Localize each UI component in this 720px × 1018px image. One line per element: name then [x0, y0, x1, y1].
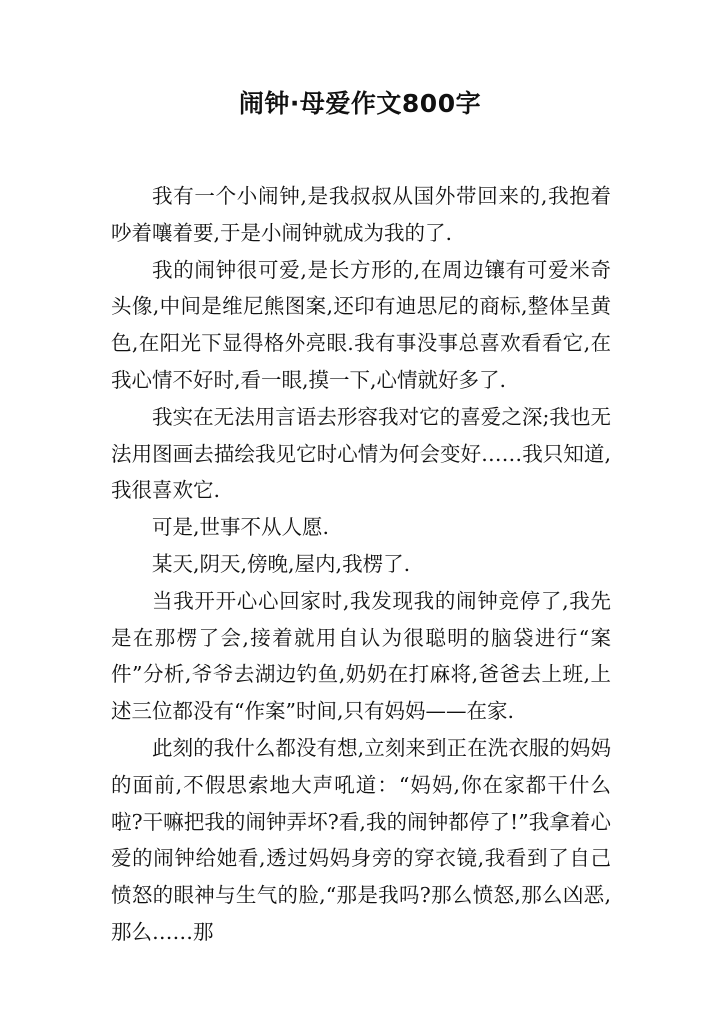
paragraph-7: 此刻的我什么都没有想,立刻来到正在洗衣服的妈妈的面前,不假思索地大声吼道：“妈妈,你在家都干什么啦?干嘛把我的闹钟弄坏?看,我的闹钟都停了!”我拿着心爱的闹钟给她看,透过妈妈身旁的穿衣镜,我看到了自己愤怒的眼神与生气的脸,“那是我吗?那么愤怒,那么凶恶,那么……那 — [111, 735, 611, 944]
paragraph-1: 我有一个小闹钟,是我叔叔从国外带回来的,我抱着吵着嚷着要,于是小闹钟就成为我的了. — [111, 184, 611, 245]
paragraph-2: 我的闹钟很可爱,是长方形的,在周边镶有可爱米奇头像,中间是维尼熊图案,还印有迪思尼的商标,整体呈黄色,在阳光下显得格外亮眼.我有事没事总喜欢看看它,在我心情不好时,看一眼,摸一下,心情就好多了. — [111, 257, 611, 392]
document-title: 闹钟·母爱作文800字 — [238, 89, 482, 118]
paragraph-4: 可是,世事不从人愿. — [152, 515, 330, 540]
paragraph-6: 当我开开心心回家时,我发现我的闹钟竞停了,我先是在那楞了会,接着就用自认为很聪明的脑袋进行“案件”分析,爷爷去湖边钓鱼,奶奶在打麻将,爸爸去上班,上述三位都没有“作案”时间,只有妈妈——在家. — [111, 588, 611, 724]
paragraph-5: 某天,阴天,傍晚,屋内,我楞了. — [152, 551, 411, 576]
document-body — [111, 178, 611, 951]
paragraph-3: 我实在无法用言语去形容我对它的喜爱之深;我也无法用图画去描绘我见它时心情为何会变好……我只知道,我很喜欢它. — [111, 404, 611, 503]
